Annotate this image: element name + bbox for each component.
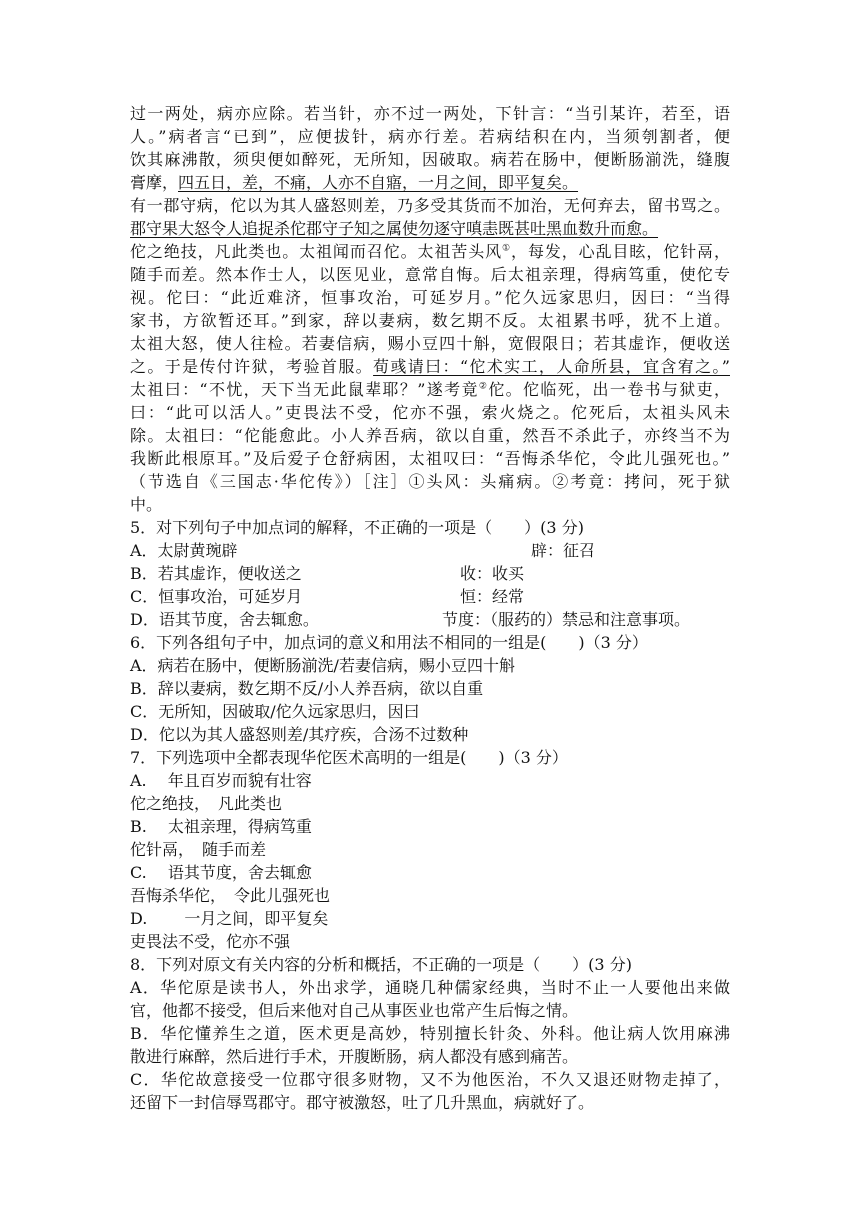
question-8-stem: 8．下列对原文有关内容的分析和概括，不正确的一项是（ ）(3 分) (130, 955, 632, 974)
question-7-option-c-line2: 吾悔杀华佗， 令此儿强死也 (130, 886, 331, 905)
question-6-option-c: C．无所知，因破取/佗久远家思归，因曰 (130, 702, 420, 721)
question-8-option-c-line2: 还留下一封信辱骂郡守。郡守被激怒，吐了几升黑血，病就好了。 (130, 1093, 595, 1112)
footnote-marker: ② (478, 381, 489, 392)
question-7-option-c: C. 语其节度，舍去辄愈 (130, 863, 312, 882)
passage-line: 饮其麻沸散，须臾便如醉死，无所知，因破取。病若在肠中，便断肠湔洗，缝腹 (130, 150, 730, 169)
question-5-option-a: A．太尉黄琬辟 (130, 541, 238, 560)
passage-line (130, 173, 730, 195)
passage-text: ，每发，心乱目眩，佗针鬲， (511, 242, 730, 261)
underlined-sentence: 荀彧请曰：“佗术实工，人命所县，宜含宥之。” (373, 357, 730, 376)
passage-line: 有一郡守病，佗以为其人盛怒则差，乃多受其货而不加治，无何弃去，留书骂之。 (130, 196, 730, 215)
passage-line: 我断此根原耳。”及后爱子仓舒病困，太祖叹曰：“吾悔杀华佗，令此儿强死也。” (130, 449, 730, 468)
question-5-option-c: C．恒事攻治，可延岁月 (130, 587, 303, 606)
passage-line: 过一两处，病亦应除。若当针，亦不过一两处，下针言：“当引某许，若至，语 (130, 104, 730, 123)
passage-line (130, 380, 730, 402)
question-5-option-a-gloss: 辟：征召 (531, 541, 596, 560)
question-6-stem: 6．下列各组句子中，加点词的意义和用法不相同的一组是( )（3 分） (130, 633, 648, 652)
footnote-marker: ① (502, 243, 512, 254)
source-note: （节选自《三国志·华佗传》）［注］①头风：头痛病。②考竟：拷问，死于狱 (130, 472, 730, 491)
passage-line: 太祖大怒，使人往检。若妻信病，赐小豆四十斛，宽假限日；若其虚诈，便收送 (130, 334, 730, 353)
passage-text: 佗。佗临死，出一卷书与狱吏， (488, 380, 730, 399)
source-note: 中。 (130, 495, 163, 514)
question-8-option-b-line2: 散进行麻醉，然后进行手术，开腹断肠，病人都没有感到痛苦。 (130, 1047, 579, 1066)
question-5-option-c-gloss: 恒：经常 (460, 587, 525, 606)
question-8-option-c: C．华佗故意接受一位郡守很多财物，又不为他医治，不久又退还财物走掉了， (130, 1070, 730, 1089)
question-8-option-a-line2: 官，他都不接受，但后来他对自己从事医业也常产生后悔之情。 (130, 1001, 579, 1020)
question-7-option-d: D. 一月之间，即平复矣 (130, 909, 329, 928)
passage-line: 家书，方欲暂还耳。”到家，辞以妻病，数乞期不反。太祖累书呼，犹不上道。 (130, 311, 730, 330)
question-5-stem: 5．对下列句子中加点词的解释，不正确的一项是（ ）(3 分) (130, 518, 584, 537)
question-7-option-a: A. 年且百岁而貌有壮容 (130, 771, 312, 790)
question-5-option-d-gloss: 节度：（服药的）禁忌和注意事项。 (442, 610, 691, 629)
passage-line: 随手而差。然本作士人，以医见业，意常自悔。后太祖亲理，得病笃重，使佗专 (130, 265, 730, 284)
passage-line (130, 242, 730, 264)
passage-line: 除。太祖曰：“佗能愈此。小人养吾病，欲以自重，然吾不杀此子，亦终当不为 (130, 426, 730, 445)
question-6-option-a: A．病若在肠中，便断肠湔洗/若妻信病，赐小豆四十斛 (130, 656, 515, 675)
question-7-option-a-line2: 佗之绝技， 凡此类也 (130, 794, 283, 813)
passage-line: 曰：“此可以活人。”吏畏法不受，佗亦不强，索火烧之。佗死后，太祖头风未 (130, 403, 730, 422)
question-7-option-b-line2: 佗针鬲， 随手而差 (130, 840, 267, 859)
passage-text: 膏摩， (130, 173, 179, 192)
question-6-option-b: B．辞以妻病，数乞期不反/小人养吾病，欲以自重 (130, 679, 484, 698)
question-7-stem: 7．下列选项中全都表现华佗医术高明的一组是( )（3 分） (130, 748, 568, 767)
question-8-option-a: A．华佗原是读书人，外出求学，通晓几种儒家经典，当时不止一人要他出来做 (130, 978, 730, 997)
passage-line (130, 357, 730, 379)
passage-text: 佗之绝技，凡此类也。太祖闻而召佗。太祖苦头风 (130, 242, 503, 261)
question-5-option-d: D．语其节度，舍去辄愈。 (130, 610, 319, 629)
question-7-option-b: B. 太祖亲理，得病笃重 (130, 817, 312, 836)
question-5-option-b: B．若其虚诈，便收送之 (130, 564, 302, 583)
passage-text: 太祖曰：“不忧，天下当无此鼠辈耶？”遂考竟 (130, 380, 479, 399)
passage-line (130, 219, 730, 241)
underlined-sentence: 郡守果大怒令人追捉杀佗郡守子知之属使勿逐守嗔恚既甚吐黑血数升而愈。 (130, 219, 659, 238)
question-7-option-d-line2: 吏畏法不受，佗亦不强 (130, 932, 291, 951)
passage-text: 之。于是传付许狱，考验首服。 (130, 357, 374, 376)
passage-line: 人。”病者言“已到”，应便拔针，病亦行差。若病结积在内，当须刳割者，便 (130, 127, 730, 146)
question-8-option-b: B．华佗懂养生之道，医术更是高妙，特别擅长针灸、外科。他让病人饮用麻沸 (130, 1024, 730, 1043)
underlined-sentence: 四五日，差，不痛，人亦不自寤，一月之间，即平复矣。 (178, 173, 579, 192)
question-6-option-d: D．佗以为其人盛怒则差/其疗疾，合汤不过数种 (130, 725, 469, 744)
question-5-option-b-gloss: 收：收买 (460, 564, 525, 583)
passage-line: 视。佗曰：“此近难济，恒事攻治，可延岁月。”佗久远家思归，因曰：“当得 (130, 288, 730, 307)
